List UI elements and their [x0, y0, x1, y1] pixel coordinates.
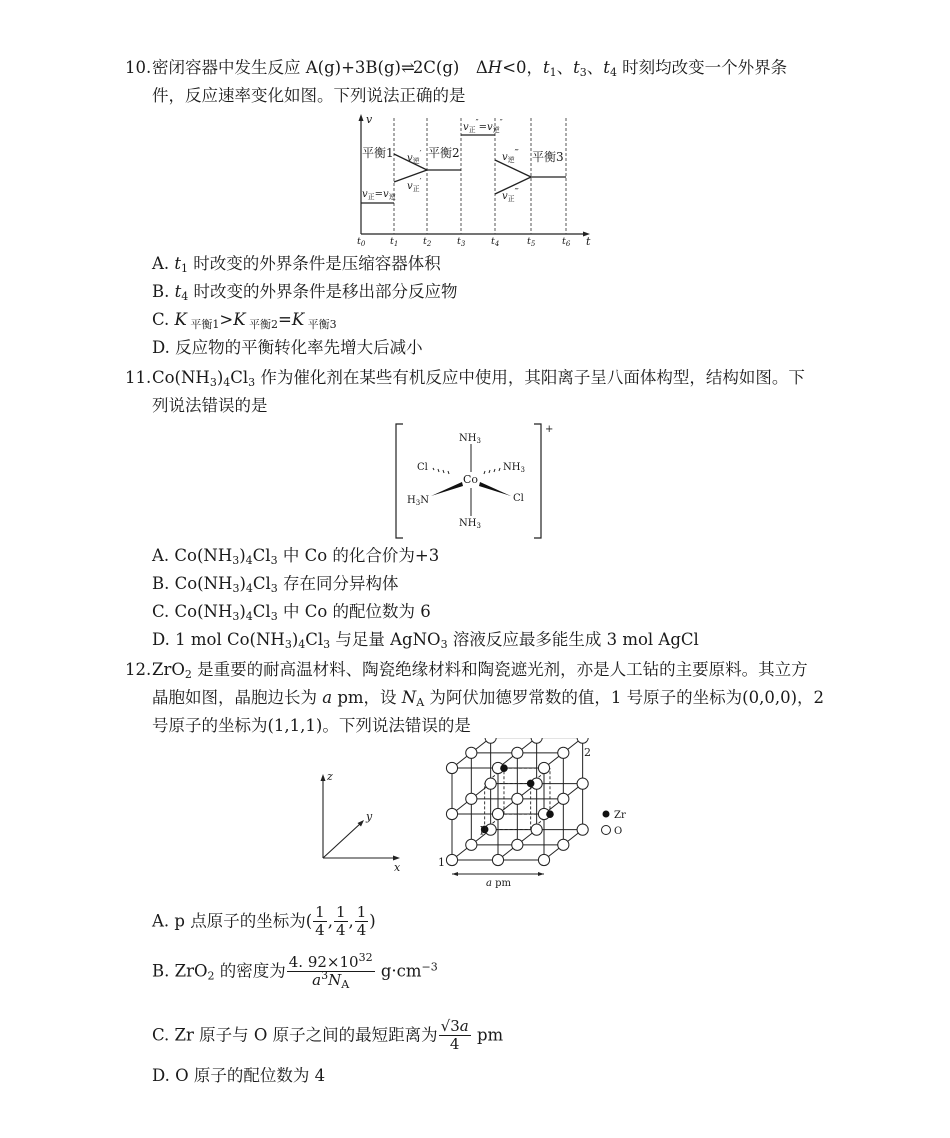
- atom-p-label: p: [480, 822, 488, 835]
- o-atom: [466, 747, 477, 758]
- o-atom: [538, 762, 549, 773]
- o-atom: [558, 793, 569, 804]
- ligand-ll: $H_3N$: [407, 495, 429, 507]
- v-fwd1-label: $v_逆'$: [407, 149, 422, 165]
- o-atom: [485, 738, 496, 743]
- ligand-lr: Cl: [513, 493, 524, 504]
- q10-number: 10.: [125, 58, 152, 77]
- axis-z-label: z: [327, 770, 333, 783]
- o-atom: [538, 854, 549, 865]
- q12-stem-line1: ZrO$_2$ 是重要的耐高温材料、陶瓷绝缘材料和陶瓷遮光剂，亦是人工钻的主要原料。其立方: [152, 660, 808, 681]
- zr-atom: [527, 780, 535, 788]
- q10-option-c[interactable]: C. K $_{平衡1}$>K $_{平衡2}$=K $_{平衡3}$: [152, 310, 337, 331]
- q12-number: 12.: [125, 660, 152, 679]
- edge-label: a pm: [486, 878, 512, 889]
- v-dbl-label: $v_正''=v_逆''$: [463, 118, 503, 134]
- o-atom: [512, 793, 523, 804]
- q10-option-b[interactable]: B. $t_4$ 时改变的外界条件是移出部分反应物: [152, 282, 458, 303]
- co-center: Co: [463, 473, 479, 486]
- q11-stem-line1: $Co(NH_3)_4Cl_3$ 作为催化剂在某些有机反应中使用，其阳离子呈八面体构型，结构如图。下: [152, 368, 805, 389]
- charge-label: +: [545, 424, 554, 435]
- atom-1-label: 1: [438, 856, 445, 869]
- tick-t1: $t_1$: [390, 236, 399, 248]
- ligand-ul: Cl: [417, 462, 428, 473]
- tick-t0: $t_0$: [357, 236, 366, 248]
- ligand-top: $NH_3$: [459, 433, 481, 445]
- o-atom: [512, 747, 523, 758]
- axis-x-label: x: [394, 861, 401, 872]
- o-atom: [531, 738, 542, 743]
- zr-atom: [546, 810, 554, 818]
- q11-octahedral-structure: [393, 420, 563, 542]
- q12-option-c[interactable]: C. Zr 原子与 O 原子之间的最短距离为 $\frac{√3a}{4}$ pm: [152, 1017, 504, 1054]
- o-atom: [446, 854, 457, 865]
- o-atom: [466, 839, 477, 850]
- o-atom: [466, 793, 477, 804]
- q12-crystal-cell: [430, 738, 640, 890]
- q12-stem-line3: 号原子的坐标为(1,1,1)。下列说法错误的是: [152, 716, 471, 735]
- eq1-label: 平衡1: [362, 146, 394, 160]
- q11-option-d[interactable]: D. 1 mol $Co(NH_3)_4Cl_3$ 与足量 AgNO$_3$ 溶液反应最多能生成 3 mol AgCl: [152, 630, 699, 651]
- q12-option-d[interactable]: D. O 原子的配位数为 4: [152, 1066, 326, 1085]
- legend-zr-symbol: [603, 811, 610, 818]
- q12-option-a[interactable]: A. p 点原子的坐标为( $\frac{1}{4}$ , $\frac{1}{4}$ , $\frac{1}{4}$ ): [152, 903, 376, 940]
- o-atom: [558, 839, 569, 850]
- q10-option-d[interactable]: D. 反应物的平衡转化率先增大后减小: [152, 338, 423, 357]
- ligand-ur: $NH_3$: [503, 462, 525, 474]
- o-atom: [492, 808, 503, 819]
- o-atom: [577, 738, 588, 743]
- legend-zr-label: Zr: [614, 810, 626, 821]
- v-fwd3-label: $v_逆^‴$: [502, 148, 519, 164]
- axis-y-label: y: [366, 810, 373, 823]
- o-atom: [485, 778, 496, 789]
- o-atom: [577, 778, 588, 789]
- q10-stem-line2: 件，反应速率变化如图。下列说法正确的是: [152, 86, 466, 105]
- v-rev3-label: $v_正^‴$: [502, 187, 519, 203]
- q10-stem-line1: 密闭容器中发生反应 A(g)+3B(g)⇌2C(g) ΔH<0，$t_1$、$t_3$、$t_4$ 时刻均改变一个外界条: [152, 58, 788, 79]
- y-axis-label: v: [366, 113, 373, 126]
- o-atom: [492, 854, 503, 865]
- ligand-bottom: $NH_3$: [459, 518, 481, 530]
- eq3-label: 平衡3: [532, 150, 564, 164]
- eq2-label: 平衡2: [428, 146, 460, 160]
- tick-t3: $t_3$: [457, 236, 466, 248]
- legend-o-symbol: [602, 826, 611, 835]
- q11-stem-line2: 列说法错误的是: [152, 396, 268, 415]
- q10-option-a[interactable]: A. $t_1$ 时改变的外界条件是压缩容器体积: [152, 254, 441, 275]
- v-rev1-label: $v_正'$: [407, 177, 422, 193]
- q12-axes: [312, 768, 412, 872]
- q11-option-a[interactable]: A. $Co(NH_3)_4Cl_3$ 中 Co 的化合价为+3: [152, 546, 440, 567]
- o-atom: [577, 824, 588, 835]
- x-axis-label: t: [586, 235, 591, 248]
- o-atom: [446, 808, 457, 819]
- q11-number: 11.: [125, 368, 152, 387]
- o-atom: [512, 839, 523, 850]
- tick-t6: $t_6$: [562, 236, 571, 248]
- q11-option-c[interactable]: C. $Co(NH_3)_4Cl_3$ 中 Co 的配位数为 6: [152, 602, 431, 623]
- o-atom: [446, 762, 457, 773]
- tick-t2: $t_2$: [423, 236, 432, 248]
- o-atom: [531, 824, 542, 835]
- tick-t4: $t_4$: [491, 236, 500, 248]
- o-atom: [558, 747, 569, 758]
- q12-stem-line2: 晶胞如图，晶胞边长为 a pm，设 $N_A$ 为阿伏加德罗常数的值，1 号原子的坐标为(0,0,0)，2: [152, 688, 825, 709]
- tick-t5: $t_5$: [527, 236, 536, 248]
- v-eq-label: $v_正=v_逆$: [362, 189, 396, 201]
- zr-atom: [500, 764, 508, 772]
- atom-2-label: 2: [584, 746, 591, 759]
- q10-rate-graph: [350, 110, 600, 250]
- q12-option-b[interactable]: B. ZrO$_2$ 的密度为 $\frac{4. 92\times 10^{32}}{a^3N_A}$ $g\cdot cm^{-3}$: [152, 951, 438, 992]
- q11-option-b[interactable]: B. $Co(NH_3)_4Cl_3$ 存在同分异构体: [152, 574, 399, 595]
- legend-o-label: O: [614, 826, 623, 837]
